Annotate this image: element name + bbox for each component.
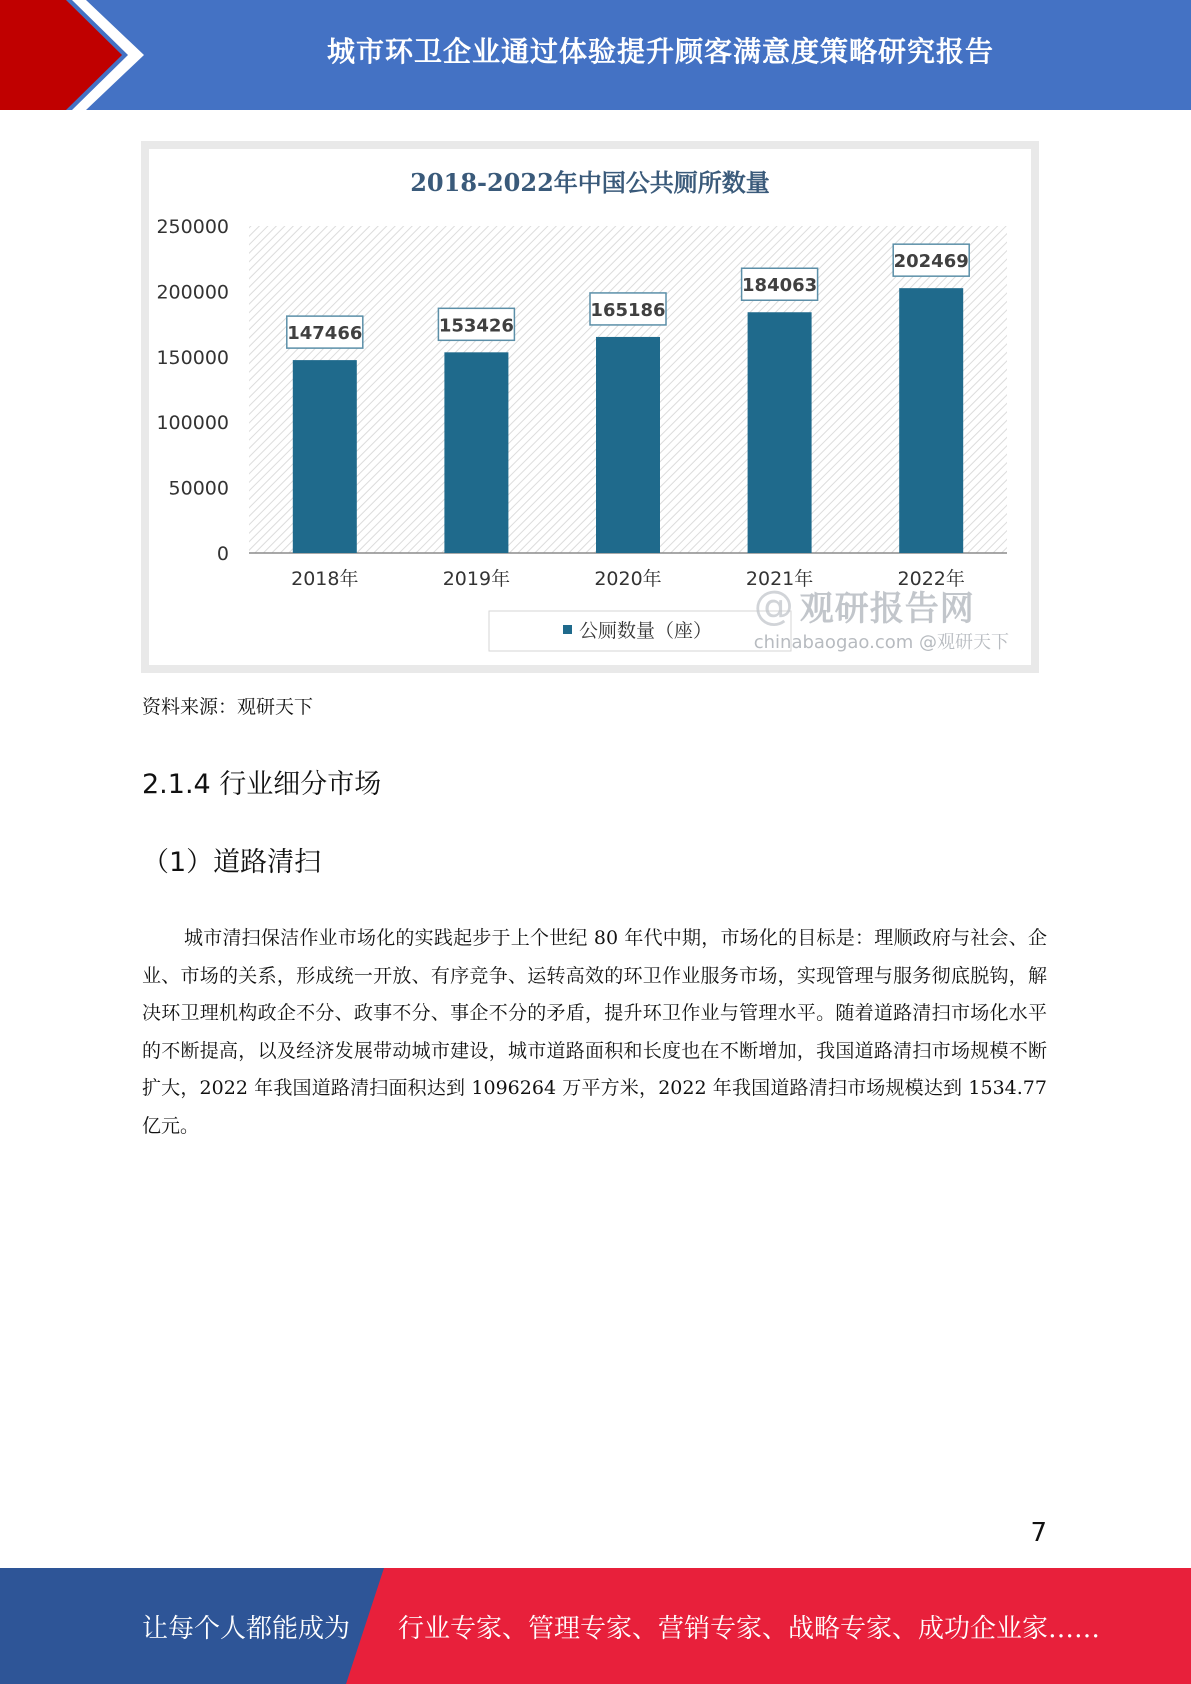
y-tick-label: 100000 bbox=[156, 412, 229, 435]
y-tick-label: 150000 bbox=[156, 346, 229, 369]
x-tick-label: 2019年 bbox=[442, 568, 511, 590]
bar bbox=[596, 337, 660, 553]
chart-source: 资料来源：观研天下 bbox=[142, 696, 314, 718]
footer-slogan-left: 让每个人都能成为 bbox=[142, 1613, 351, 1644]
data-label: 153426 bbox=[438, 315, 514, 337]
section-heading: 2.1.4 行业细分市场 bbox=[142, 769, 382, 800]
data-label: 202469 bbox=[893, 251, 969, 273]
chart-title: 2018-2022年中国公共厕所数量 bbox=[410, 168, 770, 197]
bar bbox=[899, 288, 963, 553]
y-tick-label: 0 bbox=[216, 543, 229, 565]
page-number: 7 bbox=[1030, 1518, 1047, 1548]
y-tick-label: 50000 bbox=[168, 477, 229, 500]
watermark-site: chinabaogao.com @观研天下 bbox=[753, 632, 1009, 653]
y-tick-label: 200000 bbox=[156, 281, 229, 304]
sub-heading: （1）道路清扫 bbox=[142, 847, 322, 878]
watermark-name: 观研报告网 bbox=[799, 589, 975, 629]
bar bbox=[444, 352, 508, 553]
data-label: 184063 bbox=[742, 275, 818, 297]
data-label: 147466 bbox=[287, 323, 363, 345]
footer-banner bbox=[0, 1568, 1191, 1684]
swirl-logo-icon: @ bbox=[753, 582, 794, 629]
y-tick-label: 250000 bbox=[156, 216, 229, 238]
footer-slogan-right: 行业专家、管理专家、营销专家、战略专家、成功企业家…… bbox=[398, 1613, 1101, 1644]
data-label: 165186 bbox=[590, 299, 666, 321]
x-tick-label: 2021年 bbox=[745, 568, 814, 590]
x-tick-label: 2020年 bbox=[594, 568, 662, 590]
chart-frame bbox=[141, 141, 1039, 673]
x-tick-label: 2022年 bbox=[897, 568, 965, 590]
legend-label: 公厕数量（座） bbox=[579, 620, 713, 642]
x-tick-label: 2018年 bbox=[291, 568, 359, 590]
header-arrow-decoration bbox=[0, 0, 160, 110]
chart-panel bbox=[149, 149, 1031, 665]
watermark bbox=[754, 581, 1009, 654]
header-banner bbox=[0, 0, 1191, 110]
body-paragraph: 城市清扫保洁作业市场化的实践起步于上个世纪 80 年代中期，市场化的目标是：理顺政府与社会、企业、市场的关系，形成统一开放、有序竞争、运转高效的环卫作业服务市场，实现管理与服务彻底脱钩，解决环卫理机构政企不分、政事不分、事企不分的矛盾，提升环卫作业与管理水平。随着道路清扫市场化水平的不断提高，以及经济发展带动城市建设，城市道路面积和长度也在不断增加，我国道路清扫市场规模不断扩大，2022 年我国道路清扫面积达到 1096264 万平方米，2022 年我国道路清扫市场规模达到 1534.77 亿元。 bbox=[142, 927, 1047, 1137]
bar bbox=[293, 360, 357, 553]
bar bbox=[748, 312, 812, 553]
report-title: 城市环卫企业通过体验提升顾客满意度策略研究报告 bbox=[326, 35, 994, 68]
legend-swatch bbox=[563, 625, 572, 634]
